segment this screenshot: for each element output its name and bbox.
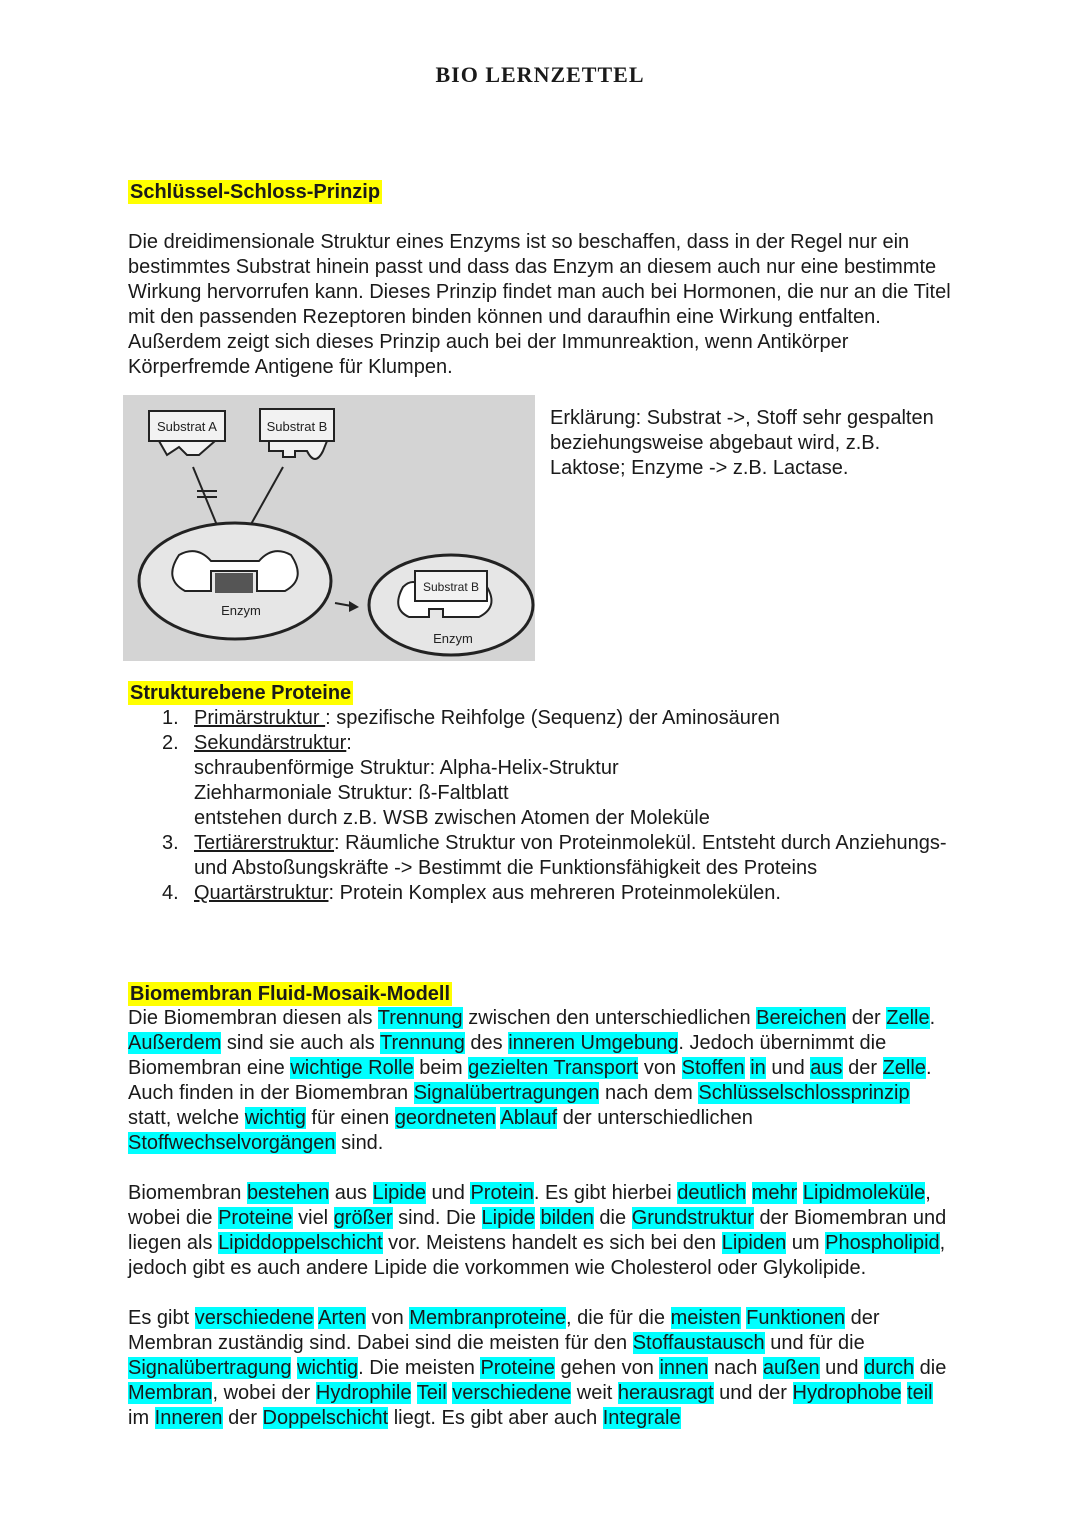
highlighted-term: wichtige Rolle: [290, 1057, 414, 1079]
highlighted-term: Phospholipid: [825, 1232, 940, 1254]
text-segment: liegt. Es gibt aber auch: [388, 1407, 603, 1429]
item-detail-line: Ziehharmoniale Struktur: ß-Faltblatt: [194, 782, 509, 804]
text-segment: , jedoch gibt es auch andere Lipide die vorkommen wie Cholesterol oder Glykolipide.: [128, 1232, 946, 1279]
highlighted-term: Zelle: [882, 1057, 926, 1079]
text-segment: und: [765, 1057, 811, 1079]
highlighted-term: Stoffen: [681, 1057, 745, 1079]
highlighted-term: deutlich: [677, 1182, 747, 1204]
text-segment: . Auch finden in der Biomembran: [128, 1057, 932, 1104]
item-term: Sekundärstruktur: [194, 732, 347, 754]
substrate-b-label: Substrat B: [266, 419, 328, 434]
text-segment: der: [846, 1007, 887, 1029]
text-segment: . Jedoch übernimmt die Biomembran eine: [128, 1032, 887, 1079]
item-text: :: [346, 732, 352, 754]
text-segment: nach dem: [599, 1082, 699, 1104]
highlighted-term: Grundstruktur: [631, 1207, 754, 1229]
item-text: : Protein Komplex aus mehreren Proteinmolekülen.: [328, 882, 781, 904]
text-segment: der: [842, 1057, 883, 1079]
text-segment: .: [929, 1007, 936, 1029]
text-segment: die: [914, 1357, 947, 1379]
text-segment: von: [638, 1057, 682, 1079]
lock-key-explanation: Erklärung: Substrat ->, Stoff sehr gespalten beziehungsweise abgebaut wird, z.B. Laktose; Enzyme -> z.B. Lactase.: [550, 407, 934, 479]
text-segment: und der: [713, 1382, 793, 1404]
highlighted-term: Trennung: [377, 1007, 463, 1029]
highlighted-term: Hydrophobe: [792, 1382, 902, 1404]
enzyme-right-label: Enzym: [433, 631, 473, 646]
text-segment: sind sie auch als: [221, 1032, 380, 1054]
highlighted-term: Protein: [470, 1182, 534, 1204]
item-text: : Räumliche Struktur von Proteinmolekül. Entsteht durch Anziehungs- und Abstoßungskräfte -> Bestimmt die Funktionsfähigkeit des Proteins: [194, 832, 947, 879]
text-segment: der Biomembran und liegen als: [128, 1207, 947, 1254]
text-segment: statt, welche: [128, 1107, 245, 1129]
text-segment: . Es gibt hierbei: [533, 1182, 678, 1204]
highlighted-term: Teil: [416, 1382, 447, 1404]
text-segment: vor. Meistens handelt es sich bei den: [382, 1232, 722, 1254]
protein-structure-item: [128, 831, 958, 881]
text-segment: Es gibt: [128, 1307, 195, 1329]
text-segment: sind.: [335, 1132, 384, 1154]
text-segment: beim: [413, 1057, 469, 1079]
protein-structure-item: [128, 881, 958, 906]
protein-structure-list: [128, 706, 958, 906]
biomembrane-paragraph: [128, 1306, 958, 1431]
text-segment: und: [425, 1182, 471, 1204]
highlighted-term: Stoffwechselvorgängen: [128, 1132, 336, 1154]
highlighted-term: bilden: [540, 1207, 594, 1229]
text-segment: sind. Die: [392, 1207, 482, 1229]
highlighted-term: teil: [907, 1382, 933, 1404]
substrate-b-bound-label: Substrat B: [422, 580, 480, 594]
highlighted-term: Membranproteine: [409, 1307, 567, 1329]
item-term: Quartärstruktur: [194, 882, 329, 904]
substrate-a-tab: [159, 441, 215, 455]
arrow-reaction-head: [349, 601, 359, 612]
text-segment: , wobei der: [212, 1382, 316, 1404]
highlighted-term: Lipidmoleküle: [802, 1182, 926, 1204]
text-segment: von: [365, 1307, 410, 1329]
text-segment: aus: [329, 1182, 373, 1204]
section-heading-biomembrane: Biomembran Fluid-Mosaik-Modell: [130, 983, 451, 1005]
biomembrane-paragraph: [128, 1006, 958, 1156]
text-segment: gehen von: [554, 1357, 660, 1379]
highlighted-term: Membran: [128, 1382, 213, 1404]
highlighted-term: Stoffaustausch: [632, 1332, 765, 1354]
text-segment: im: [128, 1407, 155, 1429]
highlighted-term: Signalübertragung: [128, 1357, 292, 1379]
highlighted-term: aus: [810, 1057, 843, 1079]
document-title: BIO LERNZETTEL: [435, 62, 645, 87]
item-detail-line: entstehen durch z.B. WSB zwischen Atomen der Moleküle: [194, 807, 710, 829]
highlighted-term: in: [750, 1057, 766, 1079]
item-term: Primärstruktur: [194, 707, 326, 729]
highlighted-term: Trennung: [380, 1032, 465, 1054]
highlighted-term: wichtig: [244, 1107, 306, 1129]
enzyme-left-binding: [215, 573, 253, 593]
enzyme-substrate-diagram: [123, 395, 535, 661]
highlighted-term: Proteine: [218, 1207, 293, 1229]
text-segment: der: [222, 1407, 263, 1429]
item-term: Tertiärerstruktur: [194, 832, 335, 854]
highlighted-term: bestehen: [246, 1182, 330, 1204]
section-heading-protein-levels: Strukturebene Proteine: [130, 682, 352, 704]
item-text: : spezifische Reihfolge (Sequenz) der Aminosäuren: [325, 707, 780, 729]
highlighted-term: Bereichen: [756, 1007, 847, 1029]
highlighted-term: innen: [659, 1357, 709, 1379]
text-segment: der Membran zuständig sind. Dabei sind die meisten für den: [128, 1307, 880, 1354]
text-segment: [411, 1382, 416, 1404]
highlighted-term: Schlüsselschlossprinzip: [698, 1082, 910, 1104]
text-segment: viel: [292, 1207, 334, 1229]
text-segment: zwischen den unterschiedlichen: [462, 1007, 757, 1029]
text-segment: weit: [571, 1382, 618, 1404]
text-segment: für einen: [305, 1107, 395, 1129]
lock-key-figure: [123, 395, 535, 661]
highlighted-term: Signalübertragungen: [413, 1082, 600, 1104]
text-segment: und für die: [764, 1332, 865, 1354]
item-number: 3.: [162, 832, 179, 854]
highlighted-term: Inneren: [154, 1407, 223, 1429]
highlighted-term: herausragt: [617, 1382, 714, 1404]
text-segment: [746, 1182, 752, 1204]
highlighted-term: außen: [762, 1357, 820, 1379]
highlighted-term: Lipiden: [721, 1232, 787, 1254]
item-number: 4.: [162, 882, 179, 904]
biomembrane-text: [128, 1006, 958, 1431]
protein-structure-item: [128, 731, 958, 831]
highlighted-term: größer: [333, 1207, 393, 1229]
highlighted-term: Arten: [318, 1307, 366, 1329]
highlighted-term: Lipide: [481, 1207, 535, 1229]
substrate-a-label: Substrat A: [157, 419, 217, 434]
text-segment: die: [593, 1207, 632, 1229]
highlighted-term: Lipiddoppelschicht: [218, 1232, 383, 1254]
highlighted-term: Proteine: [480, 1357, 555, 1379]
highlighted-term: verschiedene: [194, 1307, 314, 1329]
protein-structure-item: [128, 706, 958, 731]
highlighted-term: meisten: [670, 1307, 741, 1329]
item-detail-line: schraubenförmige Struktur: Alpha-Helix-Struktur: [194, 757, 619, 779]
highlighted-term: wichtig: [297, 1357, 359, 1379]
text-segment: des: [464, 1032, 509, 1054]
highlighted-term: mehr: [751, 1182, 798, 1204]
text-segment: Die Biomembran diesen als: [128, 1007, 378, 1029]
lock-key-paragraph: Die dreidimensionale Struktur eines Enzyms ist so beschaffen, dass in der Regel nur ein bestimmtes Substrat hinein passt und dass das Enzym an diesem auch nur eine bestimmte Wirkung hervorrufen kann. Dieses Prinzip findet man auch bei Hormonen, die nur an die Titel mit den passenden Rezeptoren binden können und daraufhin eine Wirkung entfalten. Außerdem zeigt sich dieses Prinzip auch bei der Immunreaktion, wenn Antikörper Körperfremde Antigene für Klumpen.: [128, 231, 951, 378]
text-segment: , die für die: [566, 1307, 671, 1329]
highlighted-term: Doppelschicht: [262, 1407, 389, 1429]
text-segment: nach: [708, 1357, 763, 1379]
highlighted-term: Außerdem: [128, 1032, 222, 1054]
text-segment: um: [786, 1232, 826, 1254]
highlighted-term: Funktionen: [746, 1307, 846, 1329]
highlighted-term: verschiedene: [452, 1382, 572, 1404]
highlighted-term: Integrale: [602, 1407, 681, 1429]
section-heading-lock-key: Schlüssel-Schloss-Prinzip: [130, 181, 381, 203]
substrate-b-tab: [269, 441, 327, 459]
highlighted-term: Zelle: [886, 1007, 930, 1029]
biomembrane-paragraph: [128, 1181, 958, 1281]
enzyme-left-label: Enzym: [221, 603, 261, 618]
highlighted-term: durch: [864, 1357, 915, 1379]
text-segment: . Die meisten: [358, 1357, 481, 1379]
highlighted-term: Ablauf: [500, 1107, 558, 1129]
text-segment: der unterschiedlichen: [557, 1107, 753, 1129]
highlighted-term: Lipide: [372, 1182, 426, 1204]
text-segment: und: [819, 1357, 865, 1379]
text-segment: , wobei die: [128, 1182, 931, 1229]
highlighted-term: Hydrophile: [315, 1382, 412, 1404]
item-number: 1.: [162, 707, 179, 729]
text-segment: Biomembran: [128, 1182, 247, 1204]
item-number: 2.: [162, 732, 179, 754]
highlighted-term: inneren Umgebung: [508, 1032, 679, 1054]
highlighted-term: gezielten Transport: [468, 1057, 639, 1079]
highlighted-term: geordneten: [394, 1107, 497, 1129]
